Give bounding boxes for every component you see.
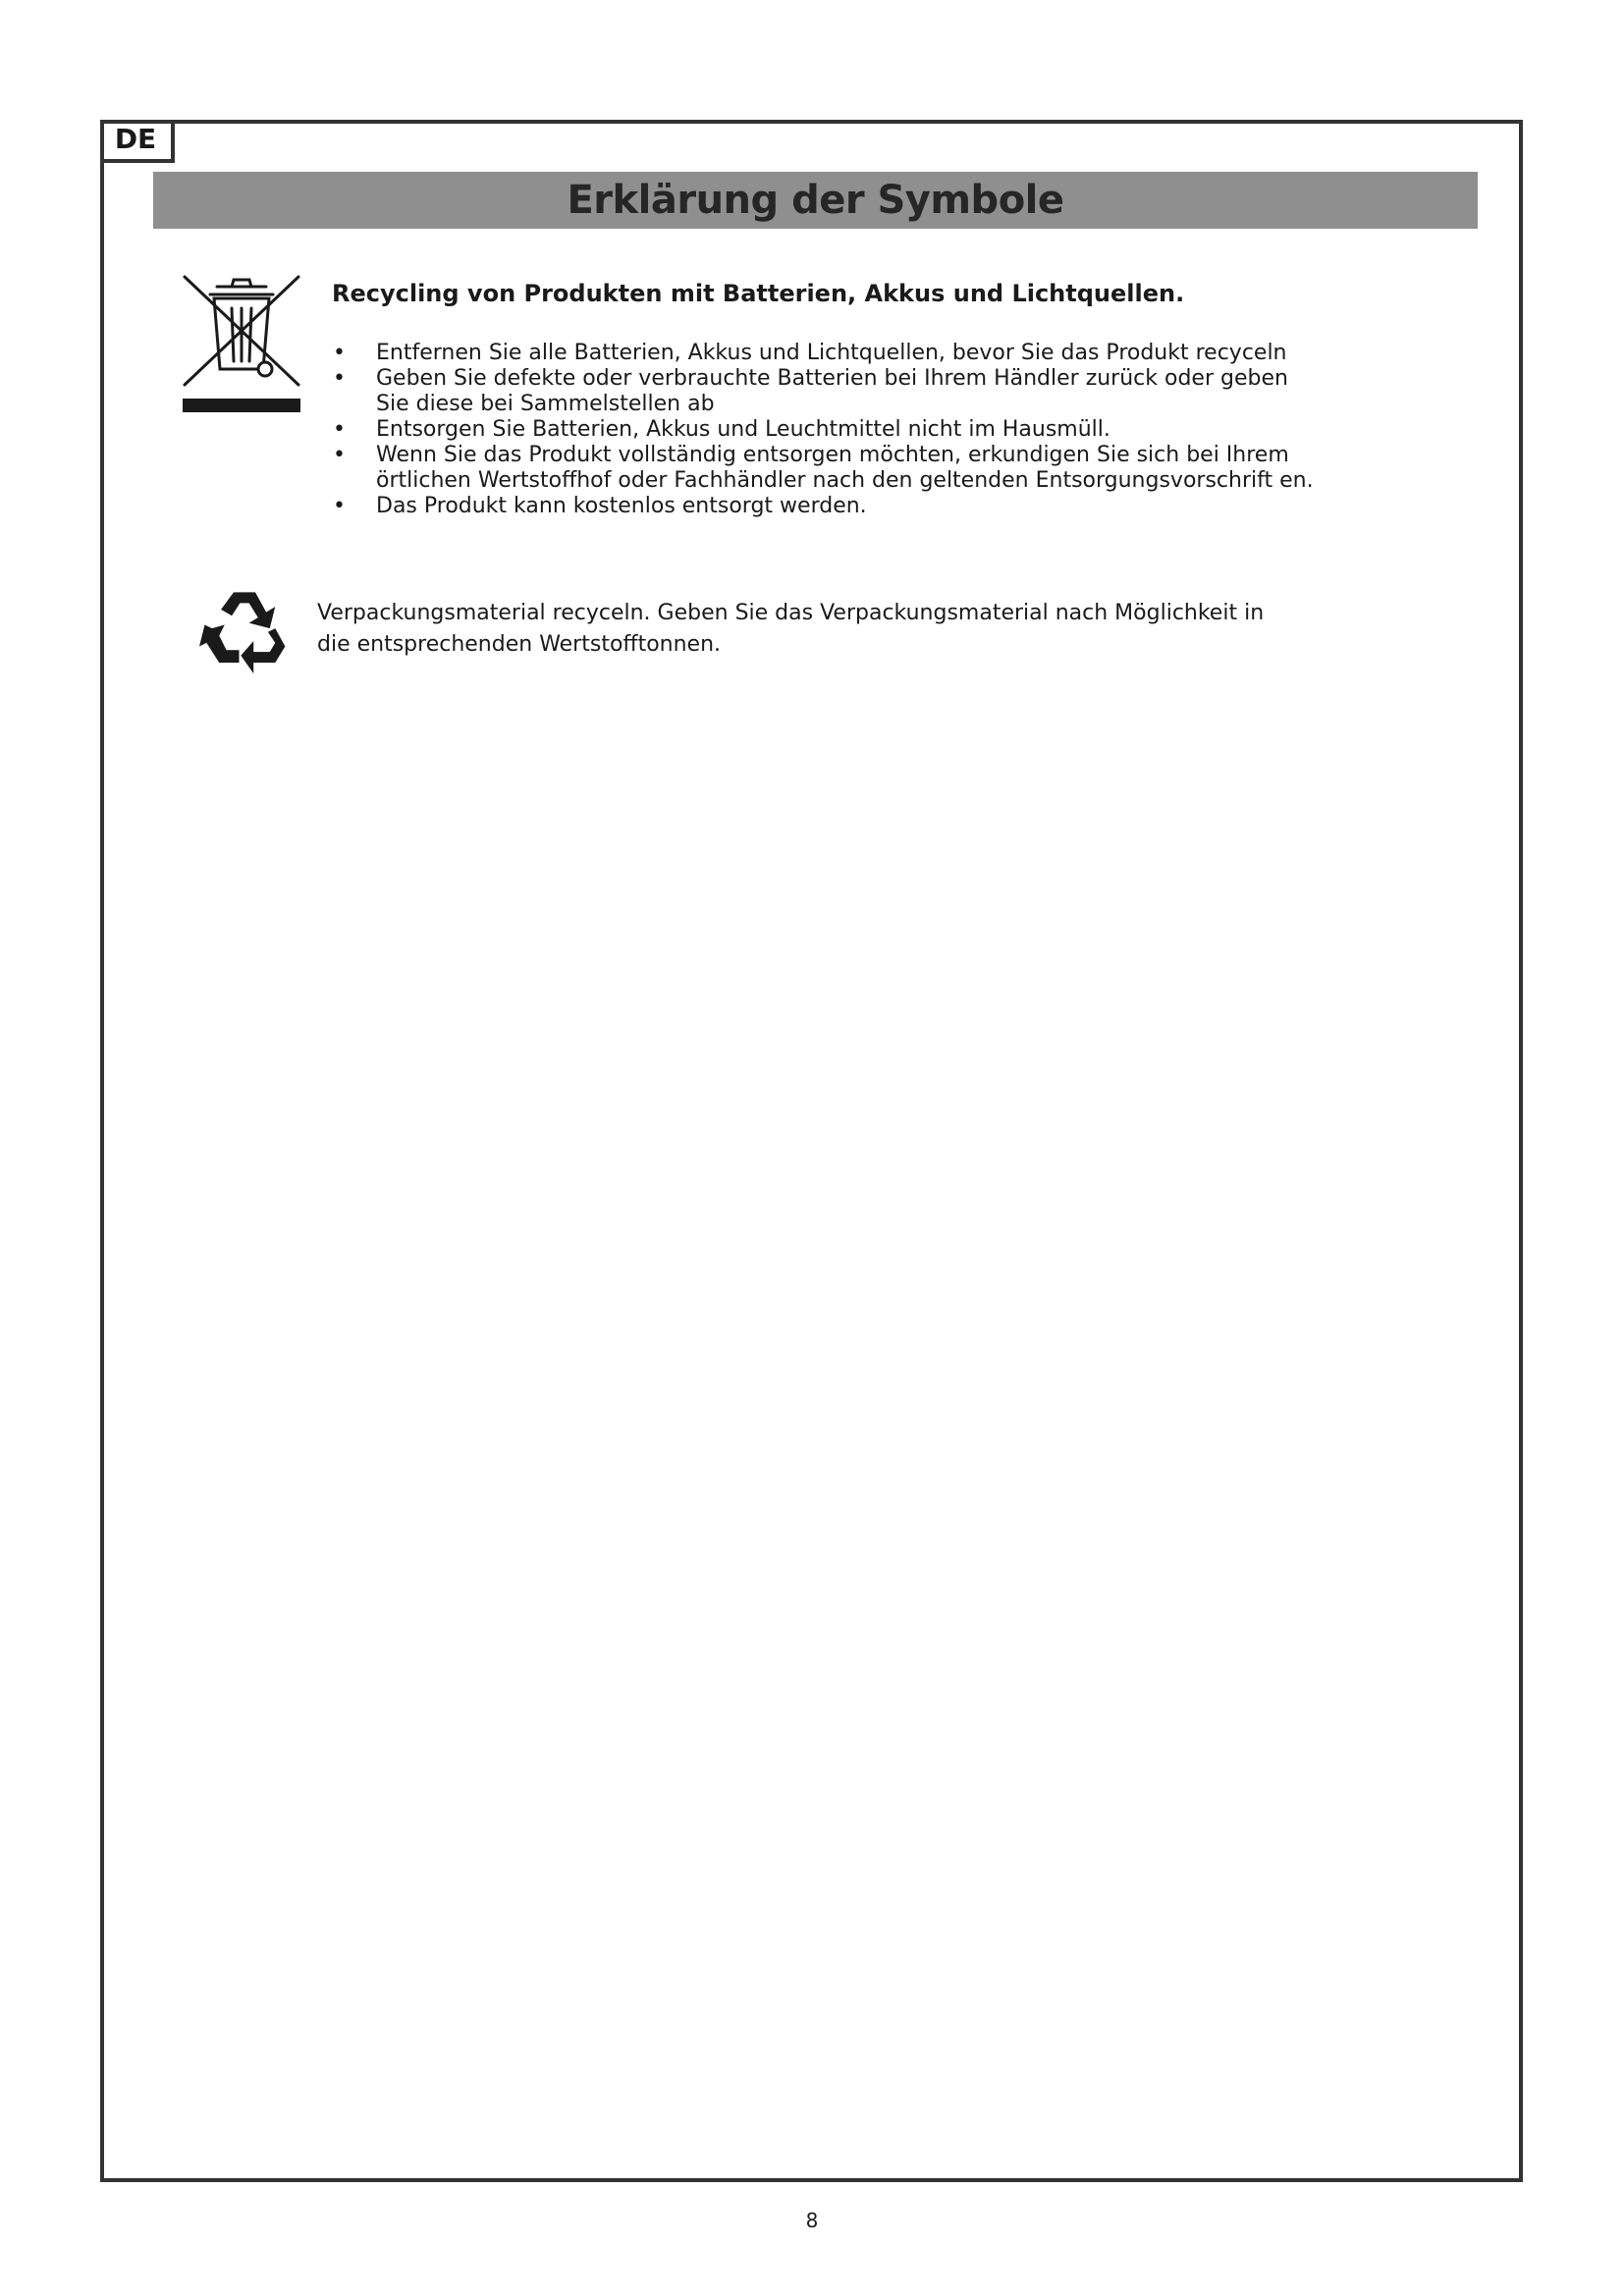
battery-recycling-list	[332, 341, 1314, 519]
recycle-icon	[199, 585, 290, 675]
bullet-text: Wenn Sie das Produkt vollständig entsorgen möchten, erkundigen Sie sich bei Ihrem örtlichen Wertstoffhof oder Fachhändler nach den geltenden Entsorgungsvorschrift en.	[376, 443, 1314, 493]
page-title: Erklärung der Symbole	[567, 178, 1064, 223]
list-item	[332, 417, 1314, 443]
title-bar	[153, 172, 1478, 229]
bullet-text: Entfernen Sie alle Batterien, Akkus und Lichtquellen, bevor Sie das Produkt recyceln	[376, 341, 1287, 365]
list-item	[332, 494, 1314, 519]
bullet-text: Geben Sie defekte oder verbrauchte Batterien bei Ihrem Händler zurück oder geben Sie diese bei Sammelstellen ab	[376, 366, 1288, 416]
bullet-dot: •	[333, 494, 346, 518]
bullet-dot: •	[333, 443, 346, 467]
crossed-out-wheelie-bin-icon	[183, 275, 300, 416]
bullet-text: Entsorgen Sie Batterien, Akkus und Leuchtmittel nicht im Hausmüll.	[376, 417, 1110, 442]
list-item	[332, 443, 1314, 494]
bullet-dot: •	[333, 417, 346, 442]
bullet-text: Das Produkt kann kostenlos entsorgt werden.	[376, 494, 867, 518]
bullet-dot: •	[333, 341, 346, 365]
page-number: 8	[805, 2209, 819, 2232]
packaging-recycling-text: Verpackungsmaterial recyceln. Geben Sie das Verpackungsmaterial nach Möglichkeit in die entsprechenden Wertstofftonnen.	[317, 601, 1265, 657]
battery-recycling-heading: Recycling von Produkten mit Batterien, Akkus und Lichtquellen.	[332, 280, 1185, 307]
list-item	[332, 366, 1314, 417]
list-item	[332, 341, 1314, 366]
language-tag: DE	[100, 120, 175, 163]
bullet-dot: •	[333, 366, 346, 391]
